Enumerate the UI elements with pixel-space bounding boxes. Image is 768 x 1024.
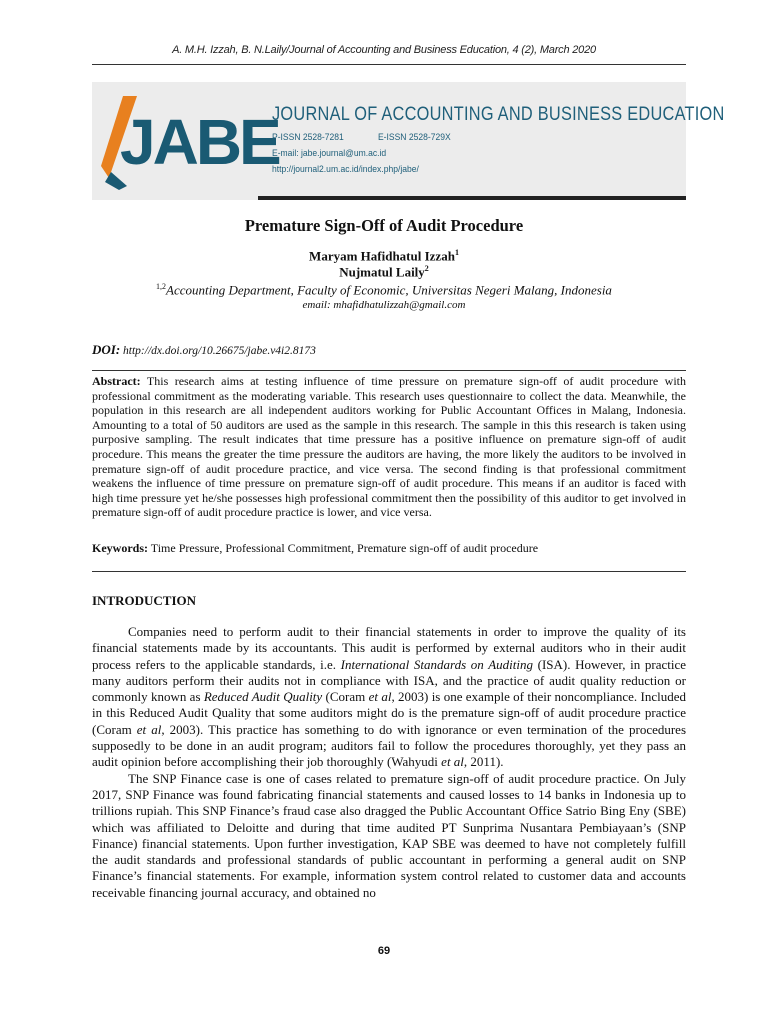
- page-number: 69: [377, 945, 391, 957]
- e-issn: E-ISSN 2528-729X: [377, 132, 451, 143]
- journal-banner: [92, 82, 725, 200]
- doi-label: DOI:: [92, 342, 121, 357]
- author-2: Nujmatul Laily$^2$: [339, 264, 429, 280]
- author-email: email: mhafidhatulizzah@gmail.com: [302, 299, 466, 311]
- section-heading: INTRODUCTION: [92, 593, 197, 608]
- journal-url[interactable]: http://journal2.um.ac.id/index.php/jabe/: [272, 164, 419, 175]
- journal-name: JOURNAL OF ACCOUNTING AND BUSINESS EDUCATION: [272, 104, 725, 125]
- abstract-label: Abstract:: [92, 374, 141, 388]
- logo-text: JABE: [120, 106, 279, 178]
- keywords-label: Keywords:: [92, 541, 148, 555]
- affiliation: $^{1,2}$Accounting Department, Faculty of Economic, Universitas Negeri Malang, Indonesia: [156, 282, 612, 298]
- keywords: [92, 541, 686, 556]
- issn-line: [272, 132, 451, 143]
- abstract-text: This research aims at testing influence of time pressure on premature sign-off of audit procedure with professional commitment as the moderating variable. This research uses questionnaire to collect the data. Meanwhile, the population in this research are all independent auditors working for Public Accountant Offices in Malang, Indonesia. Amounting to a total of 50 auditors are used as the sample in this research. The sample in this this research is taken using purposive sampling. The result indicates that time pressure has a positive influence on premature sign-off of audit procedure. This means the greater the time pressure the auditors are having, the more likely the auditors to be involved in premature sign-off of audit procedure practice, and vice versa. The second finding is that professional commitment weakens the influence of time pressure on premature sign-off of audit procedure. This means if an auditor is faced with high time pressure yet he/she possesses high professional commitment then the possibility of this auditor to get involved in premature sign-off of audit procedure practice is lower, and vice versa.: [92, 374, 686, 520]
- paper-title: Premature Sign-Off of Audit Procedure: [244, 216, 524, 235]
- doi: [92, 342, 316, 358]
- p-issn: P-ISSN 2528-7281: [272, 132, 344, 143]
- keywords-text: Time Pressure, Professional Commitment, Premature sign-off of audit procedure: [150, 541, 539, 555]
- paragraph-2: The SNP Finance case is one of cases related to premature sign-off of audit procedure practice. On July 2017, SNP Finance was found fabricating financial statements and caused losses to 14 banks in Indonesia up to trillions rupiah. This SNP Finance’s fraud case also dragged the Public Accountant Office Satrio Bing Eny (SBE) which was affiliated to Deloitte and during that time audited PT Sunprima Nusantara Pembiayaan’s (SNP Finance) financial statements. Upon further investigation, KAP SBE was deemed to have not completely fulfill the audit standards and professional standards of public accountant in performing a general audit on SNP Finance’s financial statements. For example, information system control related to customer data and accounts receivable financing journal accuracy, and obtained no: [92, 770, 686, 900]
- doi-link[interactable]: http://dx.doi.org/10.26675/jabe.v4i2.8173: [123, 345, 316, 357]
- doi-rule: [92, 370, 686, 371]
- running-head: A. M.H. Izzah, B. N.Laily/Journal of Accounting and Business Education, 4 (2), March 2020: [172, 44, 596, 56]
- abstract: [92, 374, 686, 520]
- body-text: [92, 624, 686, 901]
- banner-rule: [258, 196, 686, 200]
- header-rule: [92, 64, 686, 65]
- journal-email: E-mail: jabe.journal@um.ac.id: [272, 148, 387, 159]
- paragraph-1: Companies need to perform audit to their financial statements in order to improve the quality of its financial statements made by its accountants. This audit is performed by external auditors who in their audit process refers to the applicable standards, i.e. International Standards on Auditing (ISA). However, in practice many auditors perform their audits not in compliance with ISA, and the practice of audit quality reduction or commonly known as Reduced Audit Quality (Coram et al, 2003) is one example of their noncompliance. Included in this Reduced Audit Quality that some auditors might do is the premature sign-off of audit procedure practice (Coram et al, 2003). This practice has something to do with ignorance or even termination of the procedures supposedly to be done in an audit program; auditors fail to follow the procedures thoroughly, yet they pass an audit opinion before accomplishing their job thoroughly (Wahyudi et al, 2011).: [92, 624, 687, 770]
- keywords-rule: [92, 571, 686, 572]
- author-1: Maryam Hafidhatul Izzah$^1$: [309, 248, 459, 264]
